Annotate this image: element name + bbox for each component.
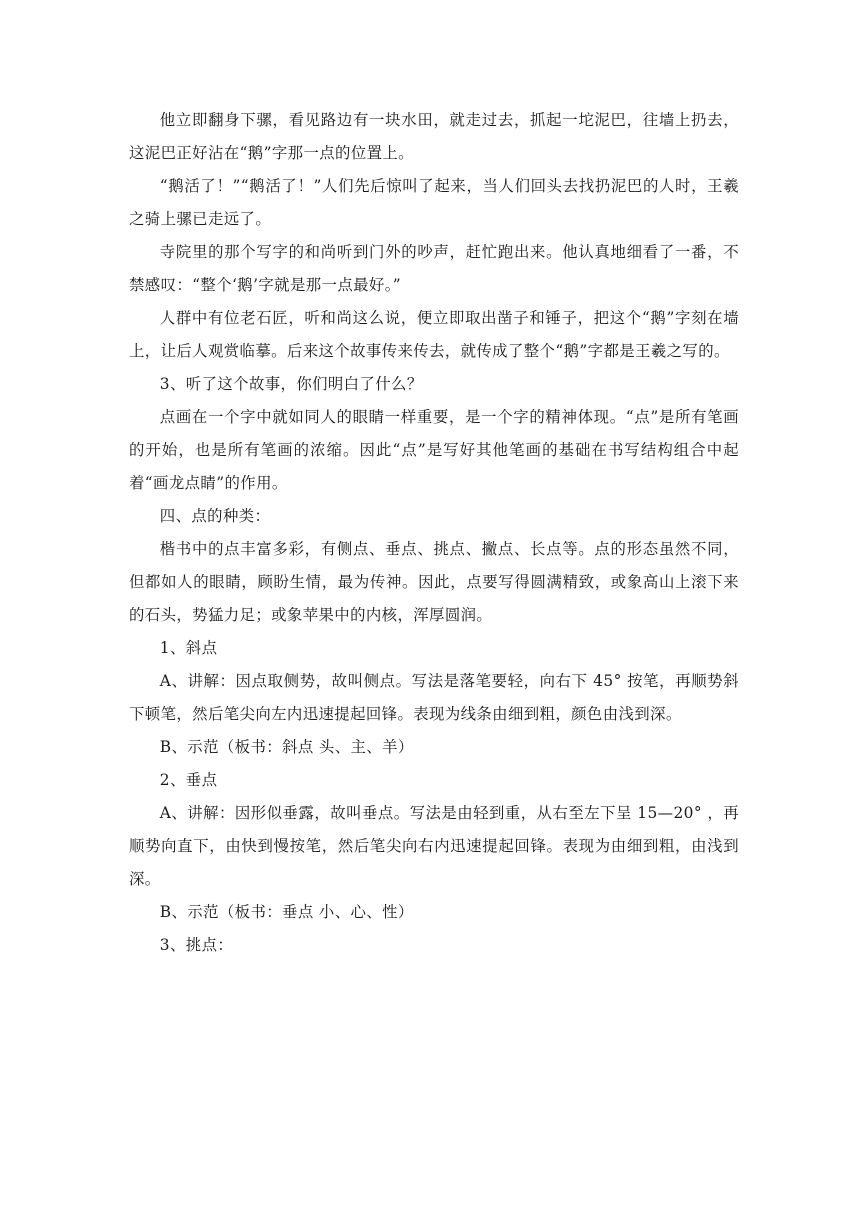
paragraph-story-mud-throw: 他立即翻身下骡，看见路边有一块水田，就走过去，抓起一坨泥巴，往墙上扔去，这泥巴正好沾在“鹅”字那一点的位置上。 <box>129 111 739 162</box>
heading-section-4: 四、点的种类： <box>159 507 271 525</box>
paragraph-stone-carver: 人群中有位老石匠，听和尚这么说，便立即取出凿子和锤子，把这个“鹅”字刻在墙上，让后人观赏临摹。后来这个故事传来传去，就传成了整个“鹅”字都是王羲之写的。 <box>129 309 739 360</box>
paragraph-dot-types: 楷书中的点丰富多彩，有侧点、垂点、挑点、撇点、长点等。点的形态虽然不同，但都如人的眼睛，顾盼生情，最为传神。因此，点要写得圆满精致，或象高山上滚下来的石头，势猛力足；或象苹果中的内核，浑厚圆润。 <box>129 540 739 624</box>
paragraph-vertical-dot-demo: B、示范（板书：垂点 小、心、性） <box>159 903 414 921</box>
paragraph-dot-importance: 点画在一个字中就如同人的眼睛一样重要，是一个字的精神体现。“点”是所有笔画的开始，也是所有笔画的浓缩。因此“点”是写好其他笔画的基础在书写结构组合中起着“画龙点睛”的作用。 <box>129 408 739 492</box>
paragraph-slant-dot-demo: B、示范（板书：斜点 头、主、羊） <box>159 738 414 756</box>
paragraph-vertical-dot-explanation: A、讲解：因形似垂露，故叫垂点。写法是由轻到重，从右至左下呈 15—20° ，再顺势向直下，由快到慢按笔，然后笔尖向右内迅速提起回锋。表现为由细到粗，由浅到深。 <box>129 804 739 888</box>
heading-flick-dot: 3、挑点： <box>159 936 234 954</box>
paragraph-slant-dot-explanation: A、讲解：因点取侧势，故叫侧点。写法是落笔要轻，向右下 45° 按笔，再顺势斜下顿笔，然后笔尖向左内迅速提起回锋。表现为线条由细到粗，颜色由浅到深。 <box>129 672 739 723</box>
paragraph-monk-admires: 寺院里的那个写字的和尚听到门外的吵声，赶忙跑出来。他认真地细看了一番，不禁感叹：“整个‘鹅’字就是那一点最好。” <box>129 243 739 294</box>
heading-question-3: 3、听了这个故事，你们明白了什么？ <box>159 375 423 393</box>
heading-vertical-dot: 2、垂点 <box>159 771 218 789</box>
document-page <box>129 104 739 962</box>
paragraph-goose-alive: “鹅活了！”“鹅活了！”人们先后惊叫了起来，当人们回头去找扔泥巴的人时，王羲之骑上骡已走远了。 <box>129 177 739 228</box>
heading-slant-dot: 1、斜点 <box>159 639 218 657</box>
